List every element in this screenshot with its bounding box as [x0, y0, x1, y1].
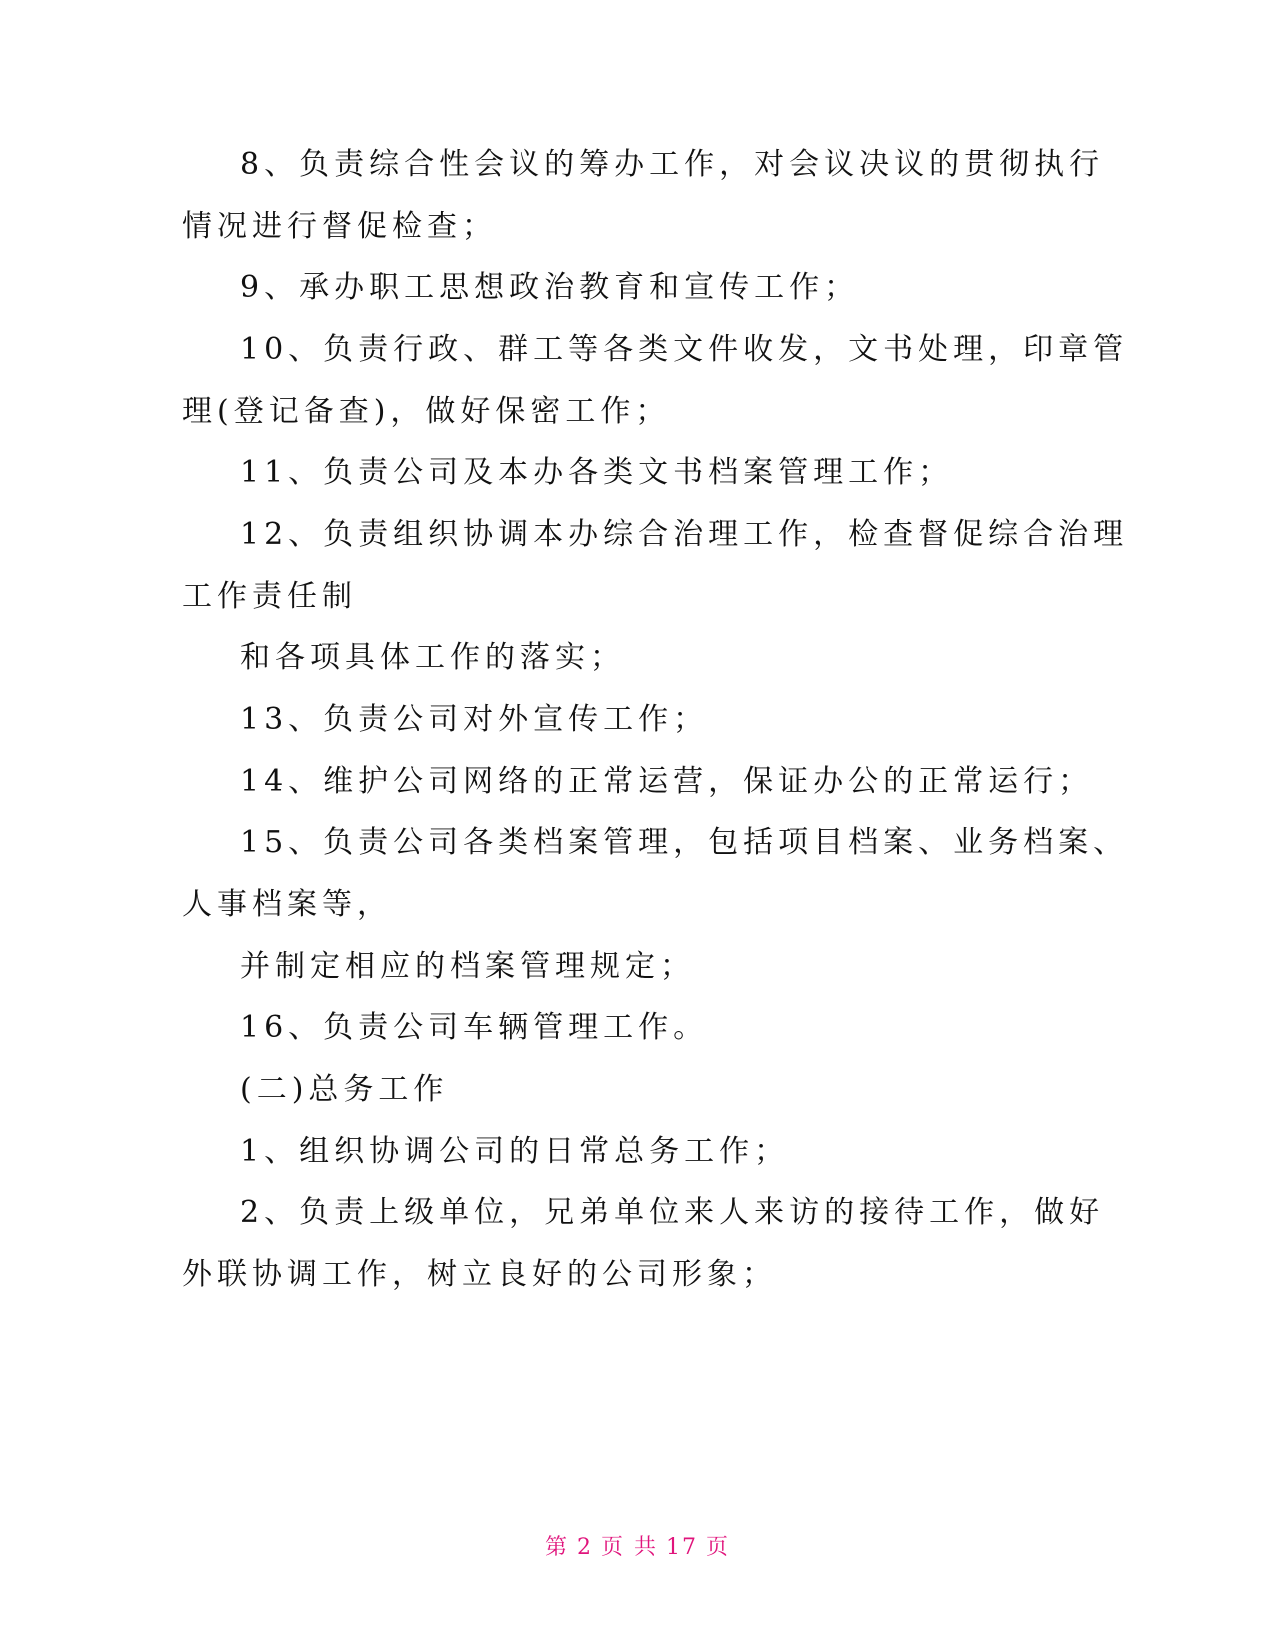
page-footer [0, 1530, 1275, 1561]
section-heading: (二)总务工作 [240, 1072, 449, 1107]
text-line: 并制定相应的档案管理规定； [240, 949, 695, 984]
footer-mid: 页 共 [601, 1535, 658, 1560]
text-line: 1、组织协调公司的日常总务工作； [240, 1134, 790, 1169]
text-line: 8、负责综合性会议的筹办工作，对会议决议的贯彻执行 [240, 147, 1105, 182]
text-line: 10、负责行政、群工等各类文件收发，文书处理，印章管 [240, 332, 1129, 367]
text-line: 情况进行督促检查； [182, 209, 497, 244]
text-line: 15、负责公司各类档案管理，包括项目档案、业务档案、 [240, 825, 1129, 860]
text-line: 14、维护公司网络的正常运营，保证办公的正常运行； [240, 764, 1094, 799]
page-number: 2 [577, 1535, 593, 1560]
text-line: 工作责任制 [182, 579, 357, 614]
text-line: 和各项具体工作的落实； [240, 640, 625, 675]
text-line: 人事档案等， [182, 887, 392, 922]
text-line: 13、负责公司对外宣传工作； [240, 702, 709, 737]
text-line: 11、负责公司及本办各类文书档案管理工作； [240, 455, 954, 490]
text-line: 理(登记备查)，做好保密工作； [182, 394, 671, 429]
text-line: 2、负责上级单位，兄弟单位来人来访的接待工作，做好 [240, 1195, 1105, 1230]
text-line: 9、承办职工思想政治教育和宣传工作； [240, 270, 860, 305]
text-line: 16、负责公司车辆管理工作。 [240, 1010, 709, 1045]
footer-suffix: 页 [706, 1535, 731, 1560]
text-line: 外联协调工作，树立良好的公司形象； [182, 1257, 777, 1292]
text-line: 12、负责组织协调本办综合治理工作，检查督促综合治理 [240, 517, 1129, 552]
footer-prefix: 第 [544, 1535, 569, 1560]
total-pages: 17 [666, 1535, 698, 1560]
